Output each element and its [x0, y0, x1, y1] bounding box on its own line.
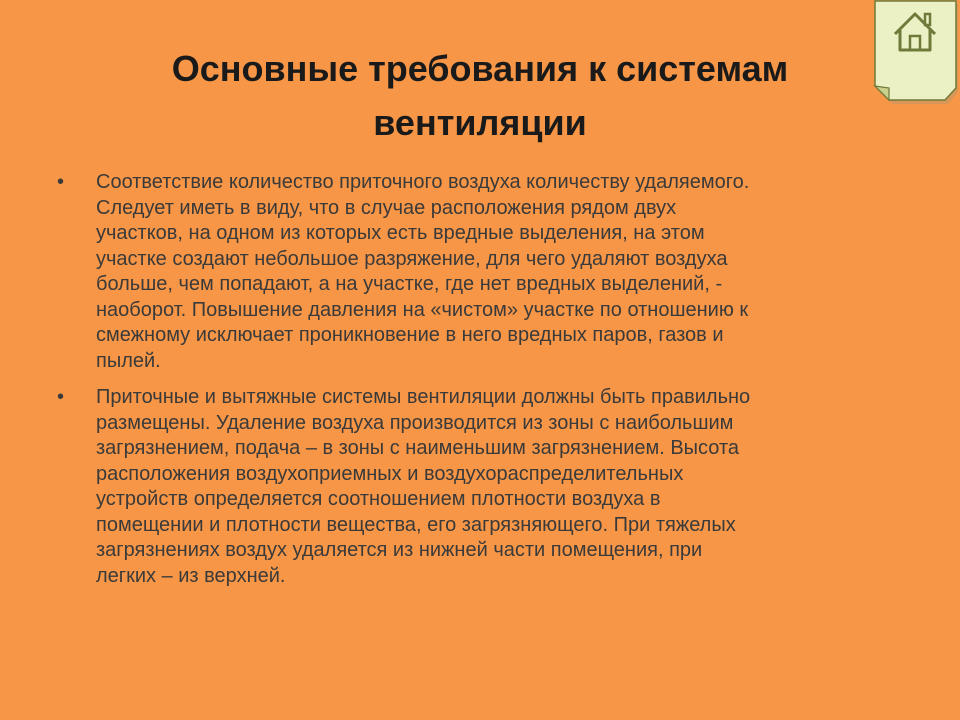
bullet-line: Соответствие количество приточного воздуха количеству удаляемого. [96, 171, 750, 193]
bullet-line: расположения воздухоприемных и воздухораспределительных [96, 462, 684, 485]
bullet-line: участков, на одном из которых есть вредные выделения, на этом [96, 222, 705, 244]
bullet-line: размещены. Удаление воздуха производится из зоны с наибольшим [96, 411, 734, 434]
bullet-line: наоборот. Повышение давления на «чистом» участке по отношению к [96, 298, 749, 321]
bullet-item [0, 170, 960, 374]
bullet-line: смежному исключает проникновение в него вредных паров, газов и [96, 324, 724, 346]
bullet-line: пылей. [96, 349, 161, 372]
bullet-dot: • [57, 171, 65, 193]
bullet-line: больше, чем попадают, а на участке, где нет вредных выделений, - [96, 273, 723, 295]
bullet-line: Приточные и вытяжные системы вентиляции должны быть правильно [96, 386, 751, 408]
slide-title [100, 42, 860, 150]
bullet-line: Следует иметь в виду, что в случае расположения рядом двух [96, 196, 677, 219]
bullet-line: загрязнением, подача – в зоны с наименьшим загрязнением. Высота [96, 437, 740, 459]
title-line: Основные требования к системам [171, 48, 789, 89]
bullet-line: устройств определяется соотношением плотности воздуха в [96, 488, 661, 510]
home-button[interactable] [873, 0, 960, 108]
bullet-item [0, 385, 960, 589]
bullet-dot: • [57, 386, 65, 408]
home-icon [873, 0, 960, 108]
title-line: вентиляции [373, 102, 587, 143]
bullet-line: участке создают небольшое разряжение, для чего удаляют воздуха [96, 247, 728, 270]
bullet-list [0, 170, 960, 600]
bullet-line: загрязнениях воздух удаляется из нижней части помещения, при [96, 539, 703, 561]
bullet-line: легких – из верхней. [96, 564, 286, 587]
bullet-line: помещении и плотности вещества, его загрязняющего. При тяжелых [96, 513, 736, 536]
